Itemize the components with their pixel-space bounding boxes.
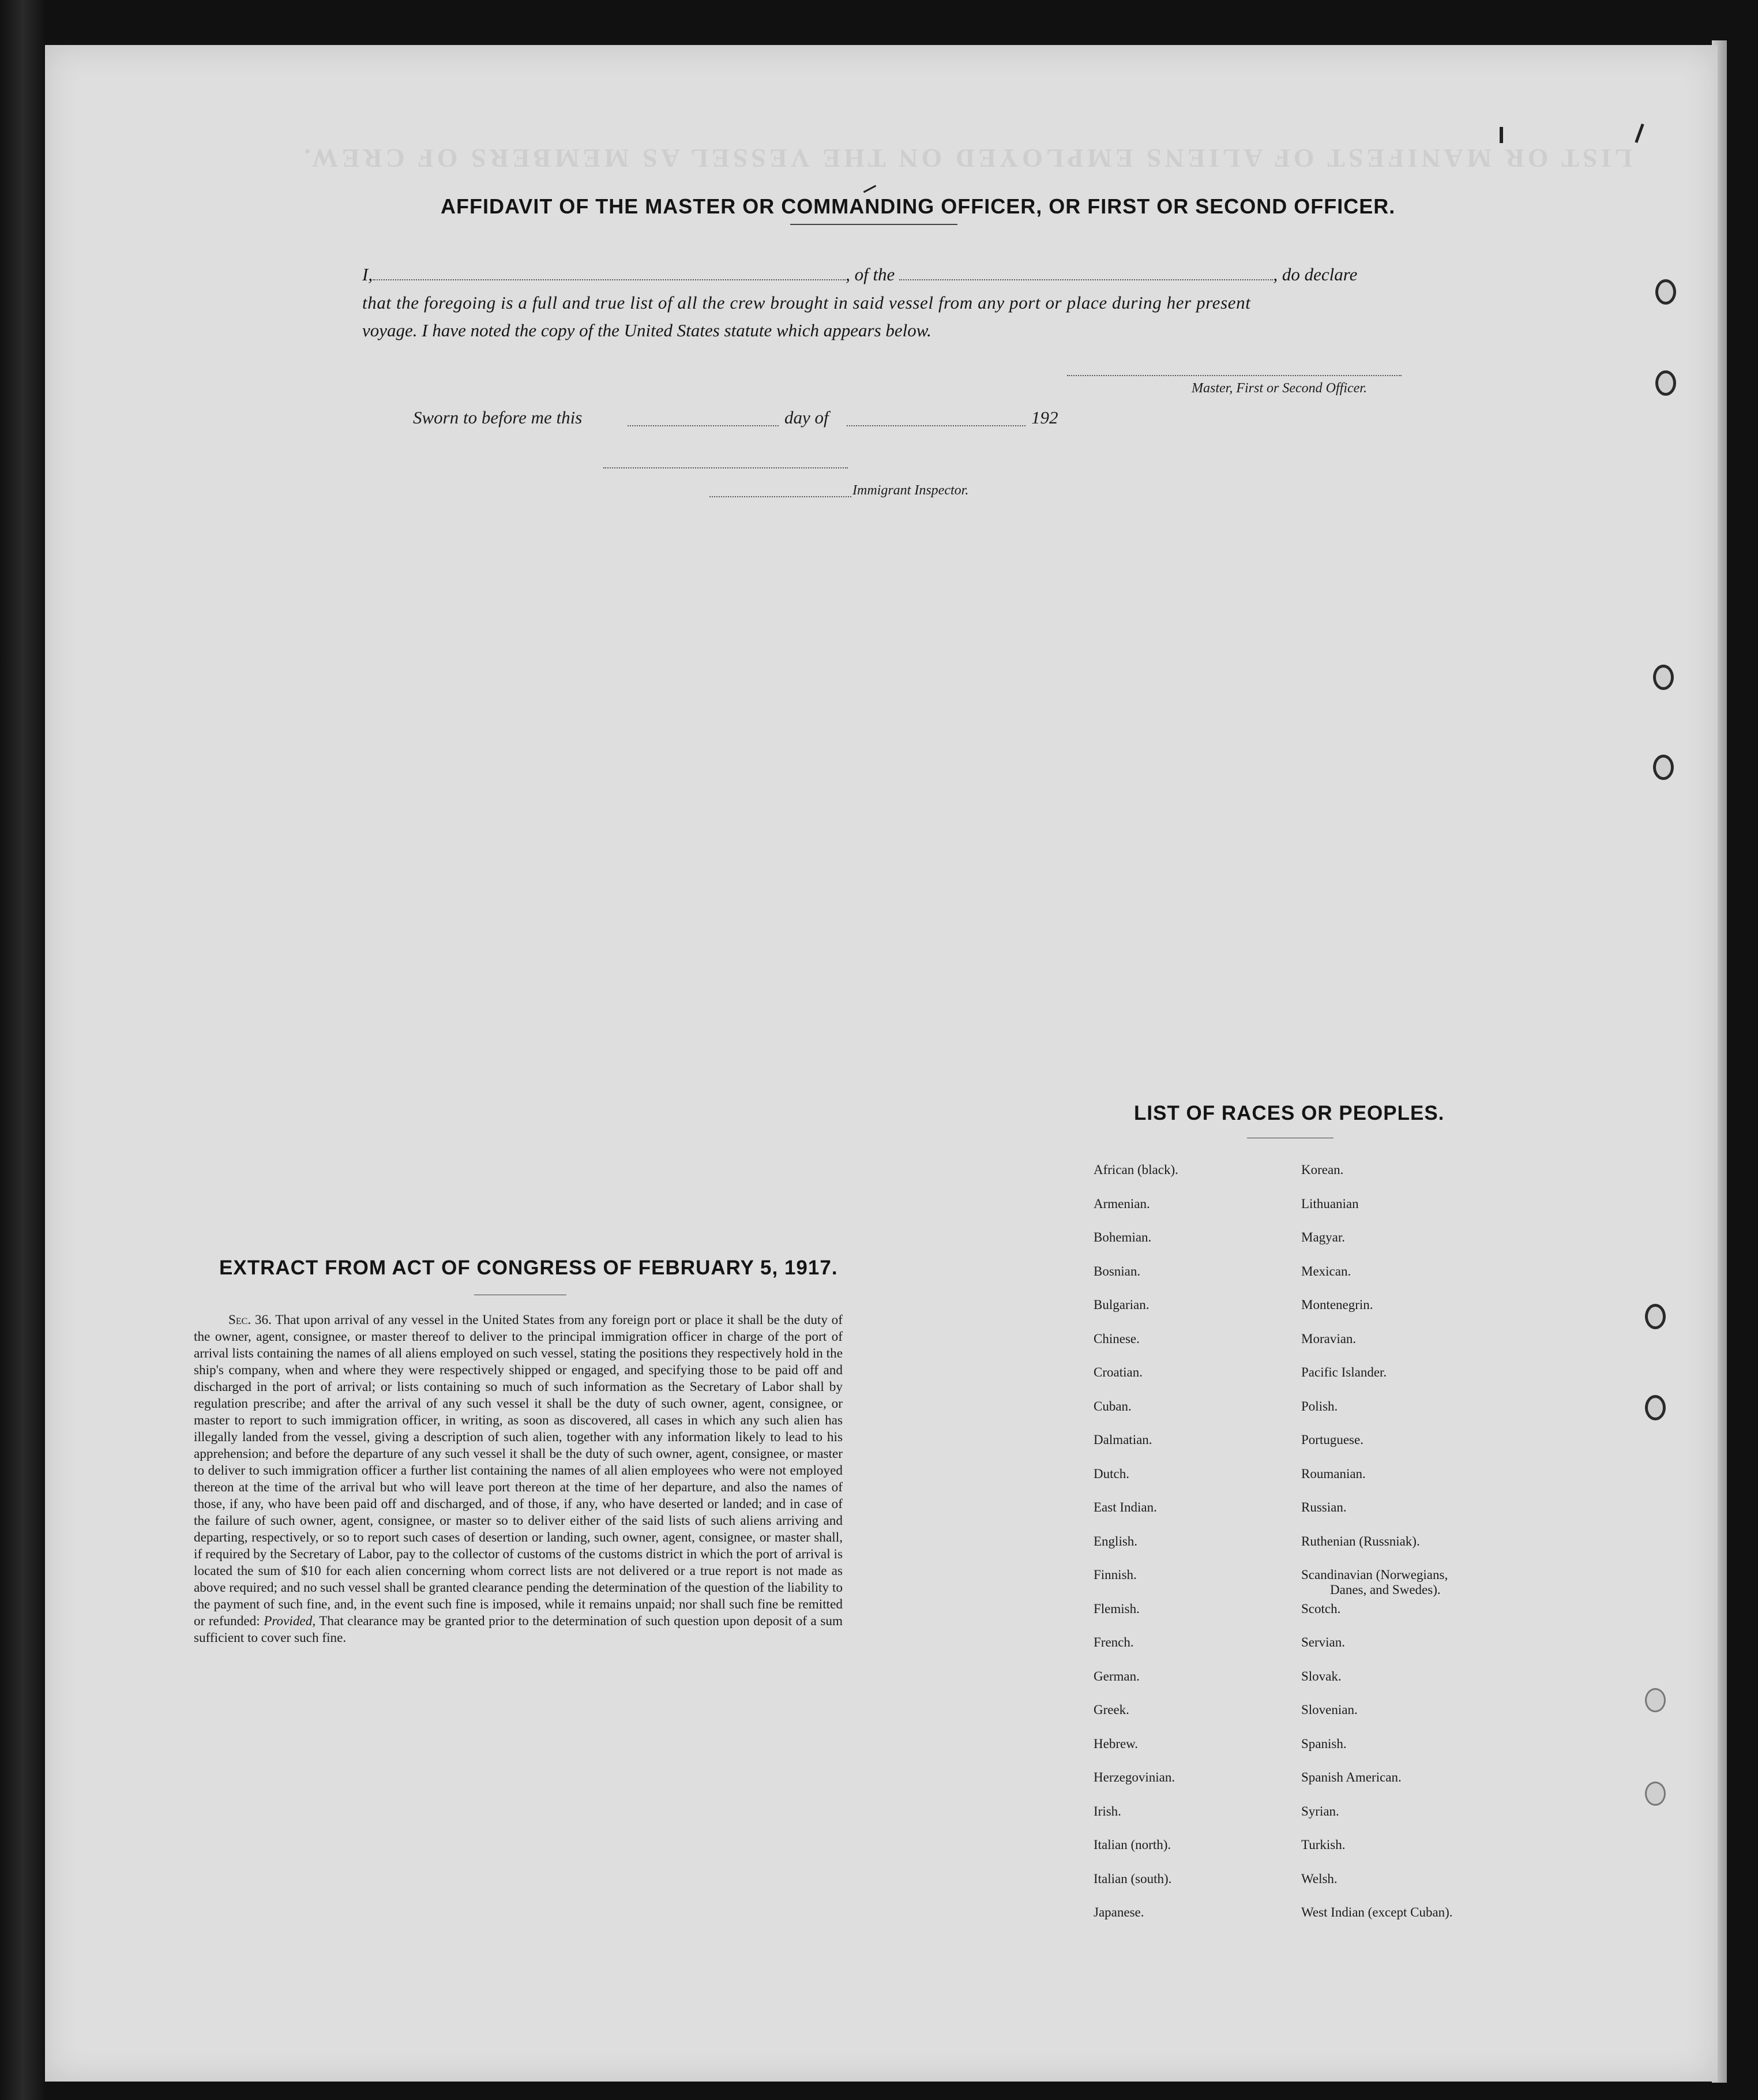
race-item: Chinese. (1094, 1331, 1140, 1346)
race-item: Welsh. (1301, 1871, 1338, 1886)
document-page (45, 45, 1718, 2082)
inspector-dotted-line (709, 496, 851, 497)
statute-body-a: That upon arrival of any vessel in the United States from any foreign port or place it shall be the duty of the owner, agent, consignee, or master thereof to deliver to the principal immigration officer in charge of the port of arrival lists containing the names of all aliens employed on such vessel, stating the positions they respectively hold in the ship's company, when and where they were respectively shipped or engaged, and specifying those to be paid off and discharged in the port of arrival; or lists containing so much of such information as the Secretary of Labor shall by regulation prescribe; and after the arrival of any such vessel it shall be the duty of such owner, agent, consignee, or master to report to such immigration officer, in writing, as soon as discovered, all cases in which any such alien has illegally landed from the vessel, giving a description of such alien, together with any information likely to lead to his apprehension; and before the departure of any such vessel it shall be the duty of such owner, agent, consignee, or master to deliver to such immigration officer a further list containing the names of all alien employees who were not employed thereon at the time of the arrival but who will leave port thereon at the time of her departure, and also the names of those, if any, who have been paid off and discharged, and of those, if any, who have deserted or landed; and in case of the failure of such owner, agent, consignee, or master so to deliver either of the said lists of such aliens arriving and departing, respectively, or so to report such cases of desertion or landing, such owner, agent, consignee, or master shall, if required by the Secretary of Labor, pay to the collector of customs of the customs district in which the port of arrival is located the sum of $10 for each alien concerning whom correct lists are not delivered or a true report is not made as above required; and no such vessel shall be granted clearance pending the determination of the question of the liability to the payment of such fine, and, in the event such fine is imposed, while it remains unpaid; nor shall such fine be remitted or refunded: (194, 1312, 843, 1629)
binder-hole (1655, 370, 1676, 396)
races-title: LIST OF RACES OR PEOPLES. (1134, 1102, 1445, 1124)
race-item: Slovak. (1301, 1668, 1342, 1683)
binder-hole (1653, 665, 1674, 690)
race-item: English. (1094, 1533, 1138, 1548)
day-of-label: day of (784, 407, 829, 427)
race-item: Ruthenian (Russniak). (1301, 1533, 1420, 1548)
race-item: Slovenian. (1301, 1702, 1358, 1717)
race-item: Bulgarian. (1094, 1297, 1150, 1312)
name-blank[interactable] (373, 279, 846, 280)
binder-hole (1653, 755, 1674, 780)
vessel-blank[interactable] (899, 279, 1273, 280)
extract-title: EXTRACT FROM ACT OF CONGRESS OF FEBRUARY 5, 1917. (219, 1257, 838, 1279)
race-item: German. (1094, 1668, 1140, 1683)
bleed-through-text: LIST OR MANIFEST OF ALIENS EMPLOYED ON THE VESSEL AS MEMBERS OF CREW. (300, 144, 1632, 173)
affidavit-i: I, (362, 264, 373, 284)
race-item: Montenegrin. (1301, 1297, 1373, 1312)
month-blank[interactable] (847, 425, 1026, 426)
race-item: Scandinavian (Norwegians, (1301, 1567, 1448, 1582)
provided-word: Provided, (264, 1614, 316, 1629)
affidavit-line-2: that the foregoing is a full and true list of all the crew brought in said vessel from any port or place during her present (362, 292, 1251, 313)
race-item: Dutch. (1094, 1466, 1129, 1481)
race-item: Herzegovinian. (1094, 1770, 1175, 1784)
statute-body-b: That clearance may be granted prior to the determination of such question upon deposit of a sum sufficient to cover such fine. (194, 1614, 843, 1645)
statute-text (194, 1312, 843, 1647)
race-item: Flemish. (1094, 1601, 1140, 1616)
race-item: Pacific Islander. (1301, 1365, 1387, 1379)
sworn-prefix: Sworn to before me this (413, 407, 583, 427)
master-signature-line[interactable] (1067, 375, 1402, 376)
race-item: Portuguese. (1301, 1432, 1363, 1447)
race-item: Cuban. (1094, 1398, 1132, 1413)
race-item: Lithuanian (1301, 1196, 1359, 1211)
race-item: Roumanian. (1301, 1466, 1366, 1481)
binder-hole (1645, 1395, 1666, 1420)
race-item: Korean. (1301, 1162, 1344, 1177)
race-item: East Indian. (1094, 1500, 1157, 1514)
affidavit-do-declare: , do declare (1273, 264, 1358, 284)
binder-hole (1645, 1688, 1666, 1712)
binder-hole (1645, 1782, 1666, 1806)
year-prefix: 192 (1031, 407, 1058, 427)
race-item: Turkish. (1301, 1837, 1346, 1852)
scan-mark (1500, 127, 1503, 143)
race-item: Italian (south). (1094, 1871, 1172, 1886)
race-item: Greek. (1094, 1702, 1129, 1717)
race-item: Spanish American. (1301, 1770, 1402, 1784)
race-item: Syrian. (1301, 1803, 1339, 1818)
race-item: Finnish. (1094, 1567, 1137, 1582)
race-item: Spanish. (1301, 1736, 1347, 1751)
race-item: Polish. (1301, 1398, 1338, 1413)
race-item: Italian (north). (1094, 1837, 1171, 1852)
master-signature-label: Master, First or Second Officer. (1192, 381, 1367, 396)
race-item: Bosnian. (1094, 1263, 1141, 1278)
affidavit-title: AFFIDAVIT OF THE MASTER OR COMMANDING OFFICER, OR FIRST OR SECOND OFFICER. (441, 194, 1396, 218)
race-item: West Indian (except Cuban). (1301, 1905, 1453, 1919)
race-item: Irish. (1094, 1803, 1121, 1818)
race-item: Magyar. (1301, 1230, 1346, 1244)
race-item: Servian. (1301, 1635, 1346, 1649)
binder-hole (1655, 279, 1676, 305)
inspector-signature-line[interactable] (603, 467, 848, 468)
day-blank[interactable] (628, 425, 779, 426)
race-item: Dalmatian. (1094, 1432, 1152, 1447)
race-item: Japanese. (1094, 1905, 1144, 1919)
race-item: Bohemian. (1094, 1230, 1152, 1244)
race-item: French. (1094, 1635, 1134, 1649)
race-item: Mexican. (1301, 1263, 1351, 1278)
affidavit-line-3: voyage. I have noted the copy of the United States statute which appears below. (362, 320, 931, 340)
affidavit-line-1 (362, 264, 1357, 285)
section-label: Sec. 36. (228, 1312, 272, 1327)
binder-hole (1645, 1304, 1666, 1329)
race-item: Russian. (1301, 1500, 1347, 1514)
inspector-label: Immigrant Inspector. (852, 483, 969, 498)
race-item: Hebrew. (1094, 1736, 1139, 1751)
race-item: African (black). (1094, 1162, 1178, 1177)
affidavit-title-rule (790, 224, 957, 225)
race-item: Moravian. (1301, 1331, 1357, 1346)
race-item: Armenian. (1094, 1196, 1150, 1211)
race-item: Scotch. (1301, 1601, 1341, 1616)
race-item: Croatian. (1094, 1365, 1143, 1379)
race-item: Danes, and Swedes). (1330, 1582, 1441, 1597)
affidavit-of-the: , of the (846, 264, 895, 284)
